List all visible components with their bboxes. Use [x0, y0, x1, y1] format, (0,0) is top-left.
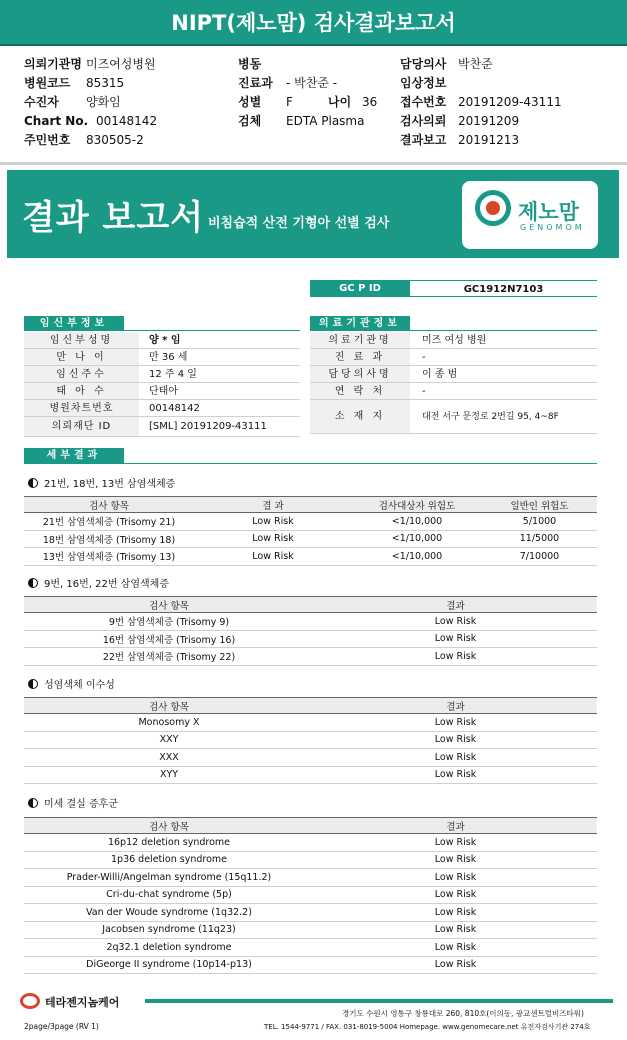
info-row: 임신부성명 양 * 임 [24, 332, 300, 349]
column-header: 검사대상자 위험도 [352, 497, 482, 513]
table-row: 18번 삼염색체증 (Trisomy 18) Low Risk <1/10,000 11/5000 [24, 530, 597, 548]
info-row: 소 재 지 대전 서구 문정로 2번길 95, 4~8F [310, 400, 597, 434]
column-header: 일반인 위험도 [482, 497, 597, 513]
header-field: 검체 EDTA Plasma [238, 114, 365, 128]
info-row: 병원차트번호 00148142 [24, 400, 300, 417]
header-field: 병원코드 85315 [24, 76, 125, 90]
column-header: 결과 [314, 597, 597, 613]
table-row: 16번 삼염색체증 (Trisomy 16) Low Risk [24, 630, 597, 648]
table-row: Jacobsen syndrome (11q23) Low Risk [24, 921, 597, 939]
company-name: 테라젠지놈케어 [45, 996, 120, 1009]
footer-contact: TEL. 1544-9771 / FAX. 031-8019-5004 Homepage. www.genomecare.net 유전자검사기관 274호 [264, 1023, 591, 1031]
header-col-1 [24, 55, 157, 150]
info-row: 의뢰재단 ID [SML] 20191209-43111 [24, 417, 300, 437]
header-field: 검사의뢰 20191209 [400, 114, 520, 128]
half-circle-icon [28, 478, 38, 488]
table-row: 13번 삼염색체증 (Trisomy 13) Low Risk <1/10,000 7/10000 [24, 548, 597, 566]
header-field: 담당의사 박찬준 [400, 57, 493, 71]
divider [24, 463, 597, 464]
header-field: 병동 [238, 57, 262, 71]
header-field: Chart No. 00148142 [24, 114, 158, 128]
table-header-row [24, 597, 597, 613]
header-field: 접수번호 20191209-43111 [400, 95, 562, 109]
header-field: 의뢰기관명 미즈여성병원 [24, 57, 156, 71]
header-field: 진료과 - 박찬준 - [238, 76, 338, 90]
table-row: 1p36 deletion syndrome Low Risk [24, 851, 597, 869]
header-field: 주민번호 830505-2 [24, 133, 144, 147]
table-row: Cri-du-chat syndrome (5p) Low Risk [24, 886, 597, 904]
header-col-2 [238, 55, 377, 131]
trisomy-21-18-13-table [24, 496, 597, 566]
info-row: 임신주수 12 주 4 일 [24, 366, 300, 383]
group-heading: 미세 결실 증후군 [28, 795, 118, 810]
header-col-3 [400, 55, 562, 150]
gc-id-value: GC1912N7103 [410, 280, 597, 297]
column-header: 검사 항목 [24, 698, 314, 714]
trisomy-9-16-22-table [24, 596, 597, 666]
microdeletion-table [24, 817, 597, 974]
info-row: 진 료 과 - [310, 349, 597, 366]
header-field: 수진자 양화임 [24, 95, 121, 109]
divider [0, 162, 627, 165]
table-row: Monosomy X Low Risk [24, 714, 597, 732]
header-field: 결과보고 20191213 [400, 133, 520, 147]
header-field: 임상정보 [400, 76, 447, 90]
logo-dot-icon [486, 201, 500, 215]
footer-page-number: 2page/3page (RV 1) [24, 1022, 99, 1031]
column-header: 결과 [314, 818, 597, 834]
group-heading: 성염색체 이수성 [28, 676, 115, 691]
terragen-logo-icon [20, 993, 40, 1009]
divider [24, 330, 300, 331]
gc-id-label: GC P ID [310, 280, 410, 297]
table-row: XYY Low Risk [24, 766, 597, 784]
group-heading: 21번, 18번, 13번 삼염색체증 [28, 475, 175, 490]
half-circle-icon [28, 679, 38, 689]
info-row: 담당의사명 이 종 범 [310, 366, 597, 383]
logo-text: 제노맘 [518, 200, 579, 224]
report-subtitle: 비침습적 산전 기형아 선별 검사 [208, 216, 390, 231]
info-row: 태 아 수 단태아 [24, 383, 300, 400]
info-row: 의료기관명 미즈 여성 병원 [310, 332, 597, 349]
table-row: Prader-Willi/Angelman syndrome (15q11.2) Low Risk [24, 869, 597, 887]
info-row: 연 락 처 - [310, 383, 597, 400]
table-row: XXX Low Risk [24, 749, 597, 767]
patient-info-table [24, 332, 300, 437]
info-row: 만 나 이 만 36 세 [24, 349, 300, 366]
half-circle-icon [28, 578, 38, 588]
table-header-row [24, 818, 597, 834]
table-header-row [24, 698, 597, 714]
patient-section-title: 임신부정보 [24, 316, 124, 331]
table-row: XXY Low Risk [24, 731, 597, 749]
group-heading: 9번, 16번, 22번 삼염색체증 [28, 575, 169, 590]
header-field: 성별 F 나이 36 [238, 95, 378, 109]
half-circle-icon [28, 798, 38, 808]
column-header: 결 과 [194, 497, 352, 513]
table-row: 22번 삼염색체증 (Trisomy 22) Low Risk [24, 648, 597, 666]
table-row: Van der Woude syndrome (1q32.2) Low Risk [24, 904, 597, 922]
divider [310, 330, 597, 331]
detail-section-title: 세부결과 [24, 448, 124, 463]
document-title: NIPT(제노맘) 검사결과보고서 [0, 0, 627, 46]
hospital-section-title: 의료기관정보 [310, 316, 410, 331]
report-title: 결과 보고서 [22, 198, 205, 238]
footer-address: 경기도 수원시 영통구 창룡대로 260, 810호(이의동, 광교센트럴비즈타워) [342, 1009, 584, 1018]
table-row: 16p12 deletion syndrome Low Risk [24, 834, 597, 852]
footer-line [145, 999, 613, 1003]
table-header-row [24, 497, 597, 513]
column-header: 검사 항목 [24, 597, 314, 613]
column-header: 검사 항목 [24, 497, 194, 513]
hospital-info-table [310, 332, 597, 434]
table-row: DiGeorge II syndrome (10p14-p13) Low Risk [24, 956, 597, 974]
column-header: 검사 항목 [24, 818, 314, 834]
column-header: 결과 [314, 698, 597, 714]
table-row: 21번 삼염색체증 (Trisomy 21) Low Risk <1/10,000 5/1000 [24, 513, 597, 531]
sex-chromosome-table [24, 697, 597, 784]
table-row: 2q32.1 deletion syndrome Low Risk [24, 939, 597, 957]
table-row: 9번 삼염색체증 (Trisomy 9) Low Risk [24, 613, 597, 631]
logo-subtext: GENOMOM [520, 223, 585, 232]
